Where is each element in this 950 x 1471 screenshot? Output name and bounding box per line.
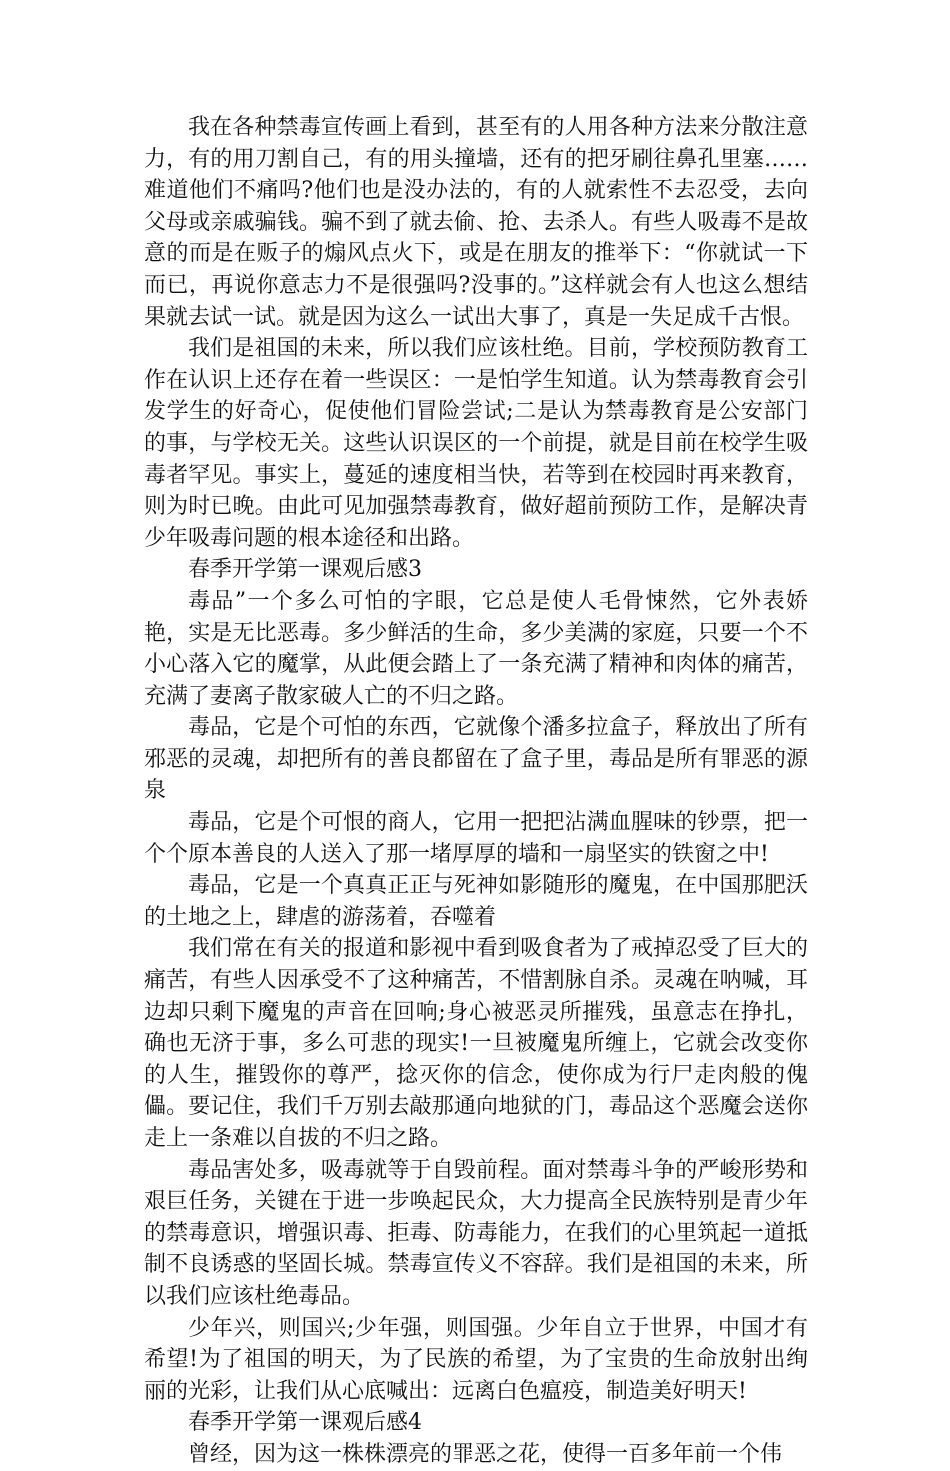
paragraph-3: 毒品”一个多么可怕的字眼，它总是使人毛骨悚然，它外表娇艳，实是无比恶毒。多少鲜活的生命，多少美满的家庭，只要一个不小心落入它的魔掌，从此便会踏上了一条充满了精神和肉体的痛苦，充满了妻离子散家破人亡的不归之路。 [144,588,808,709]
section-heading-4: 春季开学第一课观后感4 [188,1410,422,1436]
paragraph-5: 毒品，它是个可恨的商人，它用一把把沾满血腥味的钞票，把一个个原本善良的人送入了那一堵厚厚的墙和一扇坚实的铁窗之中! [144,810,808,867]
section-heading-3: 春季开学第一课观后感3 [188,557,422,583]
paragraph-8: 毒品害处多，吸毒就等于自毁前程。面对禁毒斗争的严峻形势和艰巨任务，关键在于进一步唤起民众，大力提高全民族特别是青少年的禁毒意识，增强识毒、拒毒、防毒能力，在我们的心里筑起一道抵制不良诱惑的坚固长城。禁毒宣传义不容辞。我们是祖国的未来，所以我们应该杜绝毒品。 [144,1157,808,1309]
document-page [144,112,808,1471]
paragraph-10: 曾经，因为这一株株漂亮的罪恶之花，使得一百多年前一个伟 [188,1441,783,1467]
paragraph-1: 我在各种禁毒宣传画上看到，甚至有的人用各种方法来分散注意力，有的用刀割自己，有的用头撞墙，还有的把牙刷往鼻孔里塞……难道他们不痛吗?他们也是没办法的，有的人就索性不去忍受，去向父母或亲戚骗钱。骗不到了就去偷、抢、去杀人。有些人吸毒不是故意的而是在贩子的煽风点火下，或是在朋友的推举下：“你就试一下而已，再说你意志力不是很强吗?没事的。”这样就会有人也这么想结果就去试一试。就是因为这么一试出大事了，真是一失足成千古恨。 [144,115,808,330]
paragraph-2: 我们是祖国的未来，所以我们应该杜绝。目前，学校预防教育工作在认识上还存在着一些误区：一是怕学生知道。认为禁毒教育会引发学生的好奇心，促使他们冒险尝试;二是认为禁毒教育是公安部门的事，与学校无关。这些认识误区的一个前提，就是目前在校学生吸毒者罕见。事实上，蔓延的速度相当快，若等到在校园时再来教育，则为时已晚。由此可见加强禁毒教育，做好超前预防工作，是解决青少年吸毒问题的根本途径和出路。 [144,336,808,551]
paragraph-9: 少年兴，则国兴;少年强，则国强。少年自立于世界，中国才有希望!为了祖国的明天，为了民族的希望，为了宝贵的生命放射出绚丽的光彩，让我们从心底喊出：远离白色瘟疫，制造美好明天! [144,1315,808,1404]
paragraph-7: 我们常在有关的报道和影视中看到吸食者为了戒掉忍受了巨大的痛苦，有些人因承受不了这种痛苦，不惜割脉自杀。灵魂在呐喊，耳边却只剩下魔鬼的声音在回响;身心被恶灵所摧残，虽意志在挣扎，确也无济于事，多么可悲的现实!一旦被魔鬼所缠上，它就会改变你的人生，摧毁你的尊严，捻灭你的信念，使你成为行尸走肉般的傀儡。要记住，我们千万别去敲那通向地狱的门，毒品这个恶魔会送你走上一条难以自拔的不归之路。 [144,936,808,1151]
paragraph-4: 毒品，它是个可怕的东西，它就像个潘多拉盒子，释放出了所有邪恶的灵魂，却把所有的善良都留在了盒子里，毒品是所有罪恶的源泉 [144,715,808,804]
paragraph-6: 毒品，它是一个真真正正与死神如影随形的魔鬼，在中国那肥沃的土地之上，肆虐的游荡着，吞噬着 [144,873,808,930]
